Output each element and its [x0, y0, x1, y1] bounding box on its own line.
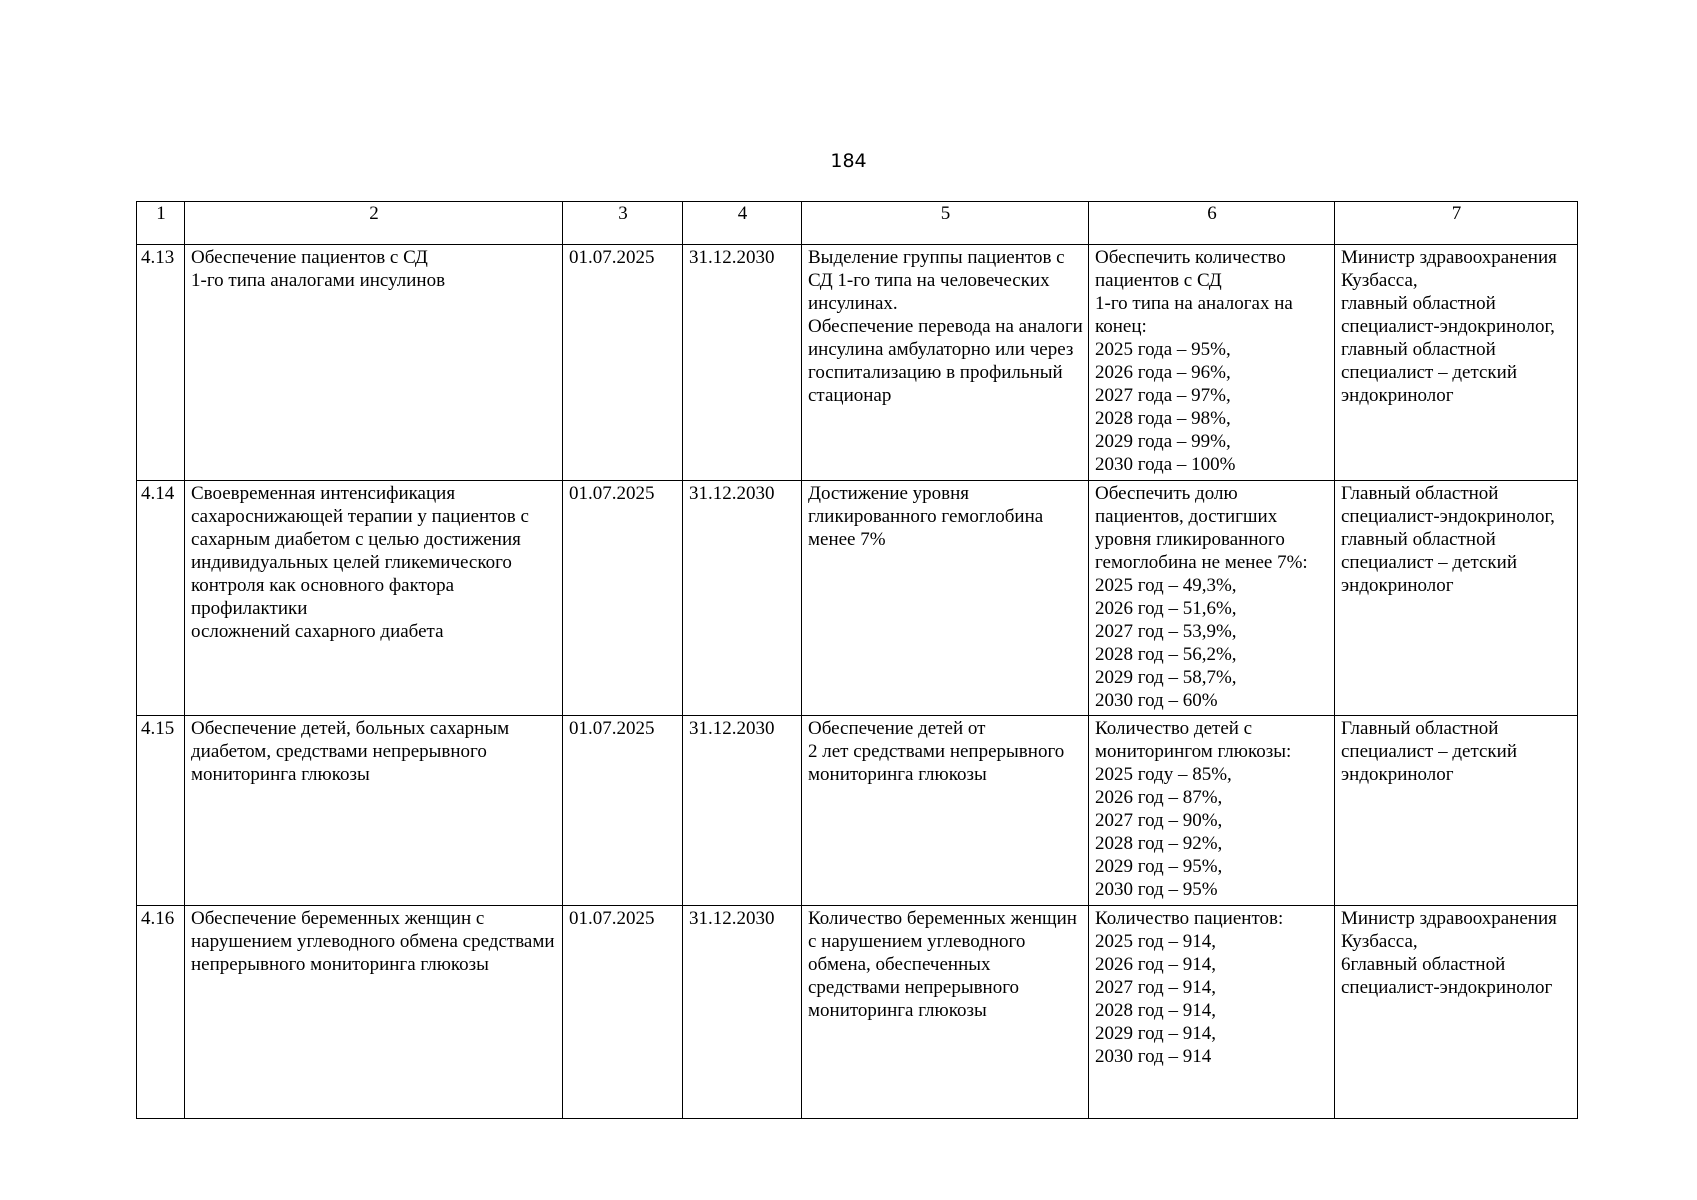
responsible-cell: Главный областной специалист – детский эндокринолог	[1335, 716, 1578, 906]
measure-cell: Обеспечение детей, больных сахарным диабетом, средствами непрерывного мониторинга глюкозы	[185, 716, 563, 906]
header-cell: 2	[185, 202, 563, 245]
responsible-cell: Министр здравоохранения Кузбасса, главный областной специалист-эндокринолог, главный областной специалист – детский эндокринолог	[1335, 245, 1578, 481]
row-number-cell: 4.15	[137, 716, 185, 906]
responsible-cell: Министр здравоохранения Кузбасса, 6главный областной специалист-эндокринолог	[1335, 906, 1578, 1119]
start-date-cell: 01.07.2025	[563, 245, 683, 481]
measure-cell: Своевременная интенсификация сахароснижающей терапии у пациентов с сахарным диабетом с целью достижения индивидуальных целей гликемического контроля как основного фактора профилактики осложнений сахарного диабета	[185, 481, 563, 716]
end-date-cell: 31.12.2030	[683, 716, 802, 906]
table-row	[137, 716, 1578, 906]
start-date-cell: 01.07.2025	[563, 906, 683, 1119]
header-cell: 6	[1089, 202, 1335, 245]
description-cell: Обеспечение детей от 2 лет средствами непрерывного мониторинга глюкозы	[802, 716, 1089, 906]
target-cell: Обеспечить долю пациентов, достигших уровня гликированного гемоглобина не менее 7%: 2025 год – 49,3%, 2026 год – 51,6%, 2027 год – 53,9%, 2028 год – 56,2%, 2029 год – 58,7%, 2030 год – 60%	[1089, 481, 1335, 716]
row-number-cell: 4.14	[137, 481, 185, 716]
table-header-row	[137, 202, 1578, 245]
header-cell: 5	[802, 202, 1089, 245]
table-row	[137, 906, 1578, 1119]
measures-table	[136, 201, 1578, 1119]
description-cell: Количество беременных женщин с нарушением углеводного обмена, обеспеченных средствами непрерывного мониторинга глюкозы	[802, 906, 1089, 1119]
table-row	[137, 481, 1578, 716]
row-number-cell: 4.16	[137, 906, 185, 1119]
responsible-cell: Главный областной специалист-эндокринолог, главный областной специалист – детский эндокринолог	[1335, 481, 1578, 716]
end-date-cell: 31.12.2030	[683, 906, 802, 1119]
description-cell: Выделение группы пациентов с СД 1-го типа на человеческих инсулинах. Обеспечение перевода на аналоги инсулина амбулаторно или через госпитализацию в профильный стационар	[802, 245, 1089, 481]
target-cell: Количество пациентов: 2025 год – 914, 2026 год – 914, 2027 год – 914, 2028 год – 914, 2029 год – 914, 2030 год – 914	[1089, 906, 1335, 1119]
start-date-cell: 01.07.2025	[563, 716, 683, 906]
end-date-cell: 31.12.2030	[683, 481, 802, 716]
header-cell: 4	[683, 202, 802, 245]
description-cell: Достижение уровня гликированного гемоглобина менее 7%	[802, 481, 1089, 716]
row-number-cell: 4.13	[137, 245, 185, 481]
header-cell: 7	[1335, 202, 1578, 245]
measure-cell: Обеспечение пациентов с СД 1-го типа аналогами инсулинов	[185, 245, 563, 481]
end-date-cell: 31.12.2030	[683, 245, 802, 481]
page-number: 184	[830, 150, 867, 172]
start-date-cell: 01.07.2025	[563, 481, 683, 716]
measure-cell: Обеспечение беременных женщин с нарушением углеводного обмена средствами непрерывного мониторинга глюкозы	[185, 906, 563, 1119]
header-cell: 1	[137, 202, 185, 245]
target-cell: Количество детей с мониторингом глюкозы: 2025 году – 85%, 2026 год – 87%, 2027 год – 90%, 2028 год – 92%, 2029 год – 95%, 2030 год – 95%	[1089, 716, 1335, 906]
header-cell: 3	[563, 202, 683, 245]
table-row	[137, 245, 1578, 481]
target-cell: Обеспечить количество пациентов с СД 1-го типа на аналогах на конец: 2025 года – 95%, 2026 года – 96%, 2027 года – 97%, 2028 года – 98%, 2029 года – 99%, 2030 года – 100%	[1089, 245, 1335, 481]
